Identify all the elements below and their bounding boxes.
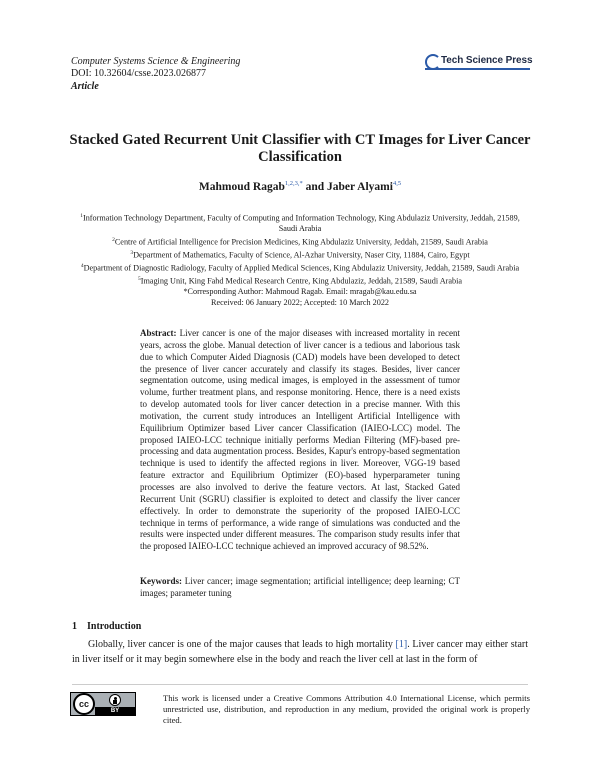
affiliation: $^5$Imaging Unit, King Fahd Medical Research Centre, King Abdulaziz, Jeddah, 21589, Saudi Arabia bbox=[137, 275, 463, 286]
section-number: 1 bbox=[72, 621, 77, 632]
by-label: BY bbox=[95, 707, 135, 715]
affiliation: $^3$Department of Mathematics, Faculty of Science, Al-Azhar University, Naser City, 11884, Cairo, Egypt bbox=[130, 249, 470, 260]
article-type: Article bbox=[71, 81, 99, 92]
section-title: Introduction bbox=[87, 621, 142, 632]
keywords-text: Liver cancer; image segmentation; artificial intelligence; deep learning; CT images; parameter tuning bbox=[140, 576, 460, 598]
license-text: This work is licensed under a Creative Commons Attribution 4.0 International License, which permits unrestricted use, distribution, and reproduction in any medium, provided the original work is properly cited. bbox=[163, 693, 530, 725]
cc-by-license-badge[interactable] bbox=[70, 692, 136, 716]
citation-link[interactable]: [1] bbox=[395, 639, 408, 650]
received-accepted-dates: Received: 06 January 2022; Accepted: 10 March 2022 bbox=[210, 297, 390, 307]
author-name: Mahmoud Ragab bbox=[198, 180, 285, 193]
author-list bbox=[0, 180, 600, 193]
affiliation: $^4$Department of Diagnostic Radiology, Faculty of Applied Medical Sciences, King Abdulaziz University, Jeddah, 21589, Saudi Arabia bbox=[80, 262, 520, 273]
abstract-label: Abstract: bbox=[140, 328, 177, 338]
footer-divider bbox=[72, 684, 528, 685]
author-name: Jaber Alyami bbox=[327, 180, 393, 193]
affiliations bbox=[70, 211, 530, 308]
journal-name: Computer Systems Science & Engineering bbox=[71, 56, 241, 67]
publisher-logo bbox=[425, 52, 532, 68]
author-affiliation-marks[interactable]: 4,5 bbox=[392, 180, 402, 187]
abstract bbox=[140, 328, 460, 553]
corresponding-author: *Corresponding Author: Mahmoud Ragab. Email: mragab@kau.edu.sa bbox=[183, 287, 417, 297]
affiliation: $^2$Centre of Artificial Intelligence for Precision Medicines, King Abdulaziz University, Jeddah, 21589, Saudi Arabia bbox=[112, 236, 488, 247]
publisher-mark-icon bbox=[425, 53, 441, 67]
author-affiliation-marks[interactable]: 1,2,3,* bbox=[284, 180, 303, 187]
publisher-name: Tech Science Press bbox=[441, 54, 533, 66]
paper-title: Stacked Gated Recurrent Unit Classifier with CT Images for Liver Cancer Classification bbox=[69, 132, 531, 165]
author-conjunction: and bbox=[305, 180, 325, 193]
cc-icon: cc bbox=[73, 693, 95, 715]
keywords-label: Keywords: bbox=[140, 576, 182, 586]
introduction-paragraph: Globally, liver cancer is one of the major causes that leads to high mortality [1]. Liver cancer may either start in liver itself or it may begin somewhere else in the body and reach the liver cell at last in the form of bbox=[72, 639, 529, 665]
affiliation: $^1$Information Technology Department, Faculty of Computing and Information Technology, King Abdulaziz University, Jeddah, 21589, Saudi Arabia bbox=[80, 213, 520, 234]
by-block bbox=[95, 693, 135, 715]
publisher-underline bbox=[425, 68, 530, 70]
section-heading-introduction bbox=[72, 621, 151, 632]
attribution-person-icon bbox=[109, 694, 121, 706]
keywords bbox=[140, 576, 460, 600]
abstract-text: Liver cancer is one of the major diseases with increased mortality in recent years, across the globe. Manual detection of liver cancer is a tedious and laborious task due to which Computer Aided Diagnosis (CAD) models have been developed to detect the presence of liver cancer accurately and classify its stages. Besides, liver cancer segmentation outcome, using medical images, is employed in the assessment of tumor volume, further treatment plans, and response monitoring. Hence, there is a need exists to develop automated tools for liver cancer detection in a precise manner. With this motivation, the current study introduces an Intelligent Artificial Intelligence with Equilibrium Optimizer based Liver cancer Classification (IAIEO-LCC) model. The proposed IAIEO-LCC technique initially performs Median Filtering (MF)-based pre-processing and data augmentation process. Besides, Kapur's entropy-based segmentation technique is used to identify the affected regions in liver. Moreover, VGG-19 based feature extractor and Equilibrium Optimizer (EO)-based hyperparameter tuning processes are also involved to derive the feature vectors. At last, Stacked Gated Recurrent Unit (SGRU) classifier is exploited to detect and classify the liver cancer effectively. In order to demonstrate the superiority of the proposed IAIEO-LCC technique in terms of performance, a wide range of simulations was conducted and the results were inspected under different measures. The comparison study results infer that the proposed IAIEO-LCC technique achieved an improved accuracy of 98.52%. bbox=[140, 328, 460, 552]
doi[interactable]: DOI: 10.32604/csse.2023.026877 bbox=[71, 68, 206, 79]
